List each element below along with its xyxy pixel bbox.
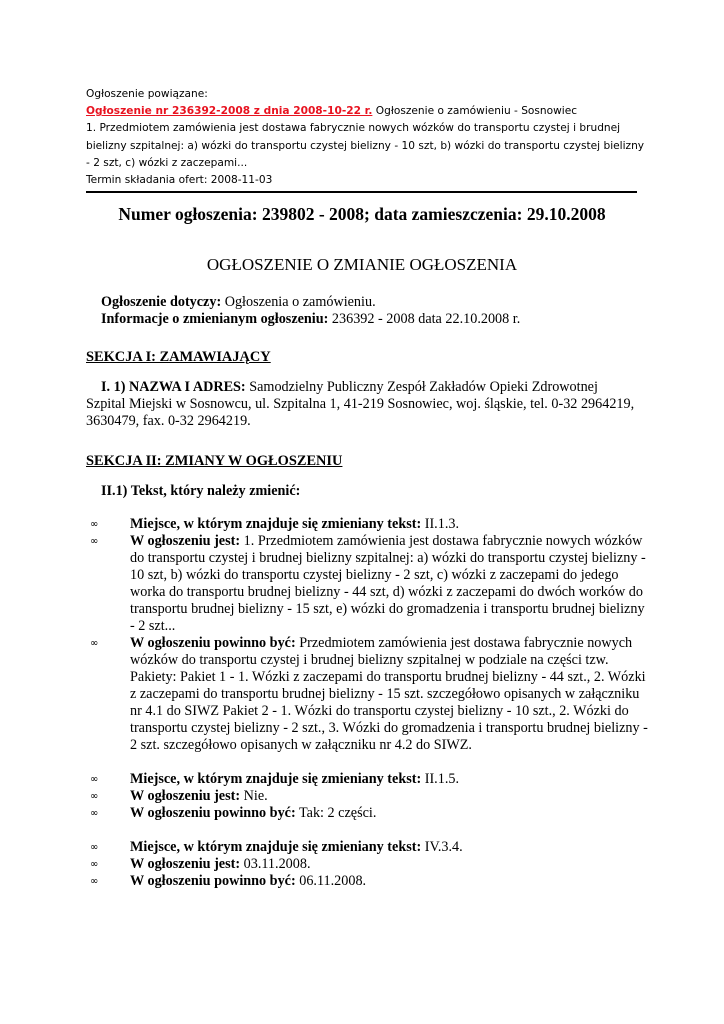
- place-value: IV.3.4.: [421, 839, 463, 855]
- bullet-icon: ∞: [90, 519, 99, 530]
- page-subtitle: OGŁOSZENIE O ZMIANIE OGŁOSZENIA: [206, 255, 518, 274]
- bullet-icon: ∞: [90, 842, 99, 853]
- changed-value: 236392 - 2008 data 22.10.2008 r.: [328, 311, 521, 327]
- should-value: 06.11.2008.: [295, 873, 367, 889]
- page-title: Numer ogłoszenia: 239802 - 2008; data zamieszczenia: 29.10.2008: [118, 204, 606, 224]
- section-2-subtitle: II.1) Tekst, który należy zmienić:: [101, 483, 301, 499]
- name-address-value: Samodzielny Publiczny Zespół Zakładów Opieki Zdrowotnej Szpital Miejski w Sosnowcu, ul. Szpitalna 1, 41-219 Sosnowiec, woj. śląskie, tel. 0-32 2964219, 3630479, fax. 0-32 2964219.: [86, 379, 635, 429]
- list-item: [90, 516, 650, 533]
- related-notice-link[interactable]: Ogłoszenie nr 236392-2008 z dnia 2008-10-22 r.: [86, 105, 373, 118]
- place-label: Miejsce, w którym znajduje się zmieniany tekst:: [130, 771, 422, 787]
- changed-line: [101, 311, 661, 328]
- list-item: [90, 771, 650, 788]
- list-item: [90, 635, 650, 754]
- bullet-icon: ∞: [90, 859, 99, 870]
- list-item: [90, 805, 650, 822]
- related-line: [86, 103, 646, 120]
- notice-info: [101, 294, 661, 328]
- bullet-icon: ∞: [90, 808, 99, 819]
- bullet-icon: ∞: [90, 791, 99, 802]
- is-label: W ogłoszeniu jest:: [130, 788, 241, 804]
- place-label: Miejsce, w którym znajduje się zmieniany tekst:: [130, 516, 422, 532]
- list-item: [90, 533, 650, 635]
- list-item: [90, 788, 650, 805]
- bullet-icon: ∞: [90, 536, 99, 547]
- list-item: [90, 839, 650, 856]
- bullet-icon: ∞: [90, 876, 99, 887]
- name-address-label: I. 1) NAZWA I ADRES:: [101, 379, 246, 395]
- should-value: Przedmiotem zamówienia jest dostawa fabrycznie nowych wózków do transportu czystej i brudnej bielizny szpitalnej w podziale na części tzw. Pakiety: Pakiet 1 - 1. Wózki z zaczepami do transportu brudnej bielizny - 44 szt., 2. Wózki z zaczepami do transportu brudnej bielizny - 15 szt. szczegółowo opisanych w załączniku nr 4.1 do SIWZ Pakiet 2 - 1. Wózki do transportu czystej bielizny - 10 szt., 2. Wózki do transportu czystej bielizny - 2 szt., 3. Wózki do gromadzenia i transportu brudnej bielizny - 2 szt. szczegółowo opisanych w załączniku nr 4.2 do SIWZ.: [130, 635, 648, 753]
- section-2-title: SEKCJA II: ZMIANY W OGŁOSZENIU: [86, 453, 343, 469]
- should-label: W ogłoszeniu powinno być:: [130, 635, 296, 651]
- is-value: 03.11.2008.: [240, 856, 311, 872]
- changed-label: Informacje o zmienianym ogłoszeniu:: [101, 311, 329, 327]
- is-label: W ogłoszeniu jest:: [130, 856, 241, 872]
- related-description: 1. Przedmiotem zamówienia jest dostawa fabrycznie nowych wózków do transportu czystej i brudnej bielizny szpitalnej: a) wózki do transportu czystej bielizny - 10 szt, b) wózki do transportu czystej bielizny - 2 szt, c) wózki z zaczepami...: [86, 122, 645, 169]
- related-heading: Ogłoszenie powiązane:: [86, 88, 208, 100]
- related-notice: [86, 86, 646, 189]
- is-value: Nie.: [240, 788, 268, 804]
- should-label: W ogłoszeniu powinno być:: [130, 873, 296, 889]
- is-value: 1. Przedmiotem zamówienia jest dostawa fabrycznie nowych wózków do transportu czystej i brudnej bielizny szpitalnej: a) wózki do transportu czystej bielizny - 10 szt, b) wózki do transportu czystej bielizny - 2 szt, c) wózki z zaczepami do jedego worka do transportu brudnej bielizny - 44 szt, d) wózki z zaczepami do dwóch worków do transportu brudnej bielizny - 15 szt, e) wózki do gromadzenia i transportu brudnej bielizny - 2 szt...: [130, 533, 646, 634]
- should-value: Tak: 2 części.: [295, 805, 377, 821]
- list-item: [90, 856, 650, 873]
- concerns-line: [101, 294, 661, 311]
- should-label: W ogłoszeniu powinno być:: [130, 805, 296, 821]
- bullet-icon: ∞: [90, 638, 99, 649]
- bullet-icon: ∞: [90, 774, 99, 785]
- place-value: II.1.5.: [421, 771, 460, 787]
- list-item: [90, 873, 650, 890]
- place-value: II.1.3.: [421, 516, 460, 532]
- concerns-value: Ogłoszenia o zamówieniu.: [221, 294, 376, 310]
- concerns-label: Ogłoszenie dotyczy:: [101, 294, 222, 310]
- changes-list: [90, 516, 650, 890]
- divider: [86, 191, 637, 193]
- related-link-tail: Ogłoszenie o zamówieniu - Sosnowiec: [372, 105, 578, 118]
- related-deadline: Termin składania ofert: 2008-11-03: [86, 174, 273, 187]
- section-1-title: SEKCJA I: ZAMAWIAJĄCY: [86, 349, 271, 365]
- name-address: [86, 379, 638, 430]
- section-1-body: [86, 379, 638, 430]
- is-label: W ogłoszeniu jest:: [130, 533, 241, 549]
- place-label: Miejsce, w którym znajduje się zmieniany tekst:: [130, 839, 422, 855]
